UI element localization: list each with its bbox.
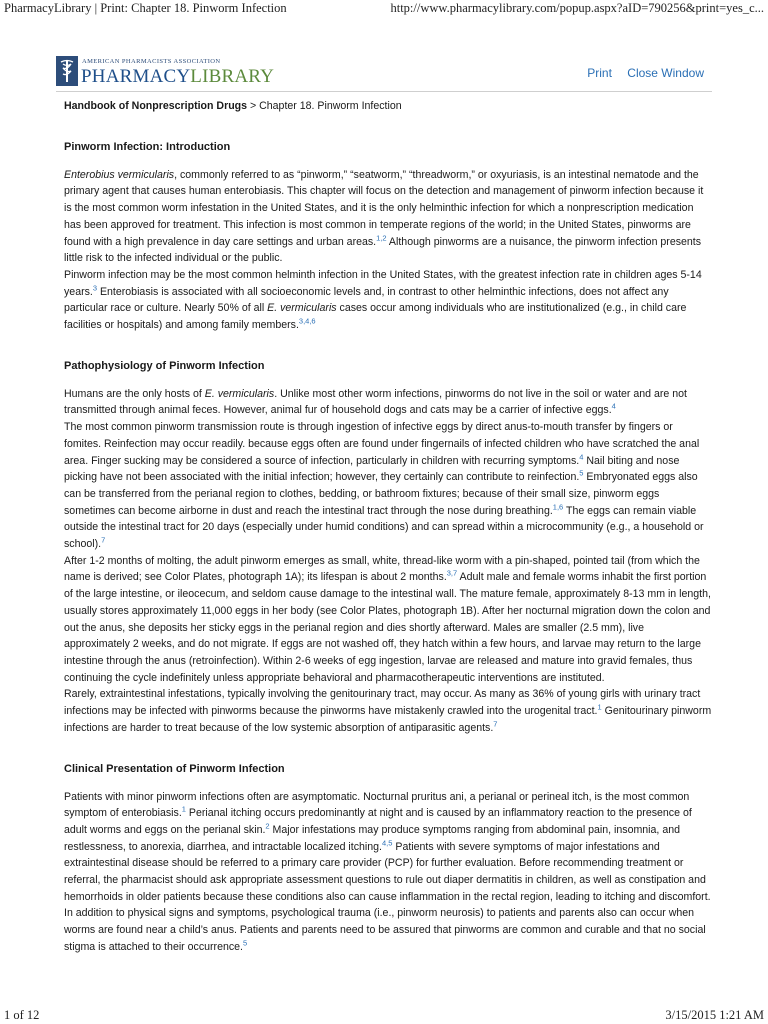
patho-paragraph-4: Rarely, extraintestinal infestations, typically involving the genitourinary tract, may occur. As many as 36% of young girls with urinary tract infections may be infected with pinworms because the pinworms have mistakenly crawled into the urogenital tract.$^1$ Genitourinary pinworm infections are harder to treat because of the low systemic absorption of antiparasitic agents.$^7$ (64, 688, 712, 734)
print-header-title: PharmacyLibrary | Print: Chapter 18. Pinworm Infection (4, 1, 287, 15)
reference-link[interactable]: 7 (493, 719, 498, 729)
patho-paragraph-3: After 1-2 months of molting, the adult pinworm emerges as small, white, thread-like worm with a pin-shaped, pointed tail (from which the name is derived; see Color Plates, photograph 1A); its lifespan is about 2 months.$^{3,7}$ Adult male and female worms inhabit the first portion of the large intestine, or ileocecum, and seldom cause damage to the intestinal wall. The mature female, approximately 8-13 mm in length, usually stores approximately 11,000 eggs in her body (see Color Plates, photograph 1B). After her nocturnal migration down the colon and out the anus, she deposits her sticky eggs in the perianal region and dies shortly afterward. Males are smaller (2.5 mm), live approximately 2 weeks, and do not migrate. If eggs are not washed off, they hatch within a few hours, and larvae may return to the large intestine through the anus (retroinfection). Within 2-6 weeks of egg ingestion, larvae are released and mature into gravid females, thus continuing the cycle indefinitely unless appropriate behavioral and pharmacotherapeutic interventions are instituted. (64, 554, 711, 684)
intro-paragraph-2: Pinworm infection may be the most common helminth infection in the United States, with the greatest infection rate in children ages 5-14 years.$^3$ Enterobiasis is associated with all socioeconomic levels and, in contrast to other helminthic infections, does not affect any particular race or culture. Nearly 50% of all E. vermicularis cases occur among individuals who are institutionalized (e.g., in child care facilities or hospitals) and among family members.$^{3,4,6}$ (64, 268, 702, 332)
reference-link[interactable]: 3,4,6 (298, 316, 316, 326)
intro-paragraph-1: Enterobius vermicularis, commonly referred to as “pinworm,” “seatworm,” “threadworm,” or oxyuriasis, is an intestinal nematode and the primary agent that causes human enterobiasis. This chapter will focus on the detection and management of pinworm infection because it is the most common worm infestation in the United States, and it is the only helminthic infection for which a nonprescription medication has been approved for treatment. This infection is most common in temperate regions of the world; in the United States, pinworms are found with a high prevalence in day care settings and urban areas.$^{1,2}$ Although pinworms are a nuisance, the pinworm infection presents little risk to the infected individual or the public. (64, 168, 704, 265)
section-heading-clinical: Clinical Presentation of Pinworm Infection (64, 762, 285, 775)
apha-caduceus-icon (56, 56, 78, 86)
reference-link[interactable]: 1,2 (376, 232, 387, 242)
header-divider (56, 91, 712, 92)
clinical-paragraph-2: In addition to physical signs and symptoms, psychological trauma (i.e., pinworm neurosis) to patients and parents also can occur when worms are found near a child’s anus. Patients and parents need to be assured that pinworms are common and curable and that no social stigma is attached to their occurrence.$^5$ (64, 907, 706, 953)
section-heading-pathophysiology: Pathophysiology of Pinworm Infection (64, 359, 265, 372)
reference-link[interactable]: 4 (579, 452, 584, 462)
reference-link[interactable]: 5 (243, 938, 248, 948)
breadcrumb-chapter: Chapter 18. Pinworm Infection (259, 100, 402, 112)
print-header (0, 0, 768, 18)
patho-paragraph-2: The most common pinworm transmission route is through ingestion of infective eggs by direct anus-to-mouth transfer by fingers or fomites. Reinfection may occur readily. because eggs often are found under fingernails of infected children who have scratched the anal area. Finger sucking may be considered a source of infection, particularly in children with recurring symptoms.$^4$ Nail biting and nose picking have not been associated with the initial infection; however, they certainly can contribute to reinfection.$^5$ Embryonated eggs also can be transferred from the perianal region to clothes, bedding, or bathroom fixtures; because of their small size, pinworm eggs sometimes can become airborne in dust and reach the intestinal tract through the nose during breathing.$^{1,6}$ The eggs can remain viable outside the intestinal tract for 20 days (especially under humid conditions) and can spread within a microcommunity (e.g., a household or school).$^7$ (64, 421, 704, 551)
logo-association: AMERICAN PHARMACISTS ASSOCIATION (82, 58, 221, 65)
logo-brand-pharmacy: PHARMACY (81, 66, 191, 87)
logo-brand (81, 66, 274, 88)
print-header-url: http://www.pharmacylibrary.com/popup.aspx?aID=790256&print=yes_c... (390, 1, 764, 15)
pharmacy-library-logo[interactable] (56, 56, 276, 90)
print-link[interactable]: Print (587, 66, 612, 80)
close-window-link[interactable]: Close Window (627, 66, 704, 80)
section-heading-intro: Pinworm Infection: Introduction (64, 140, 231, 153)
print-datetime: 3/15/2015 1:21 AM (665, 1008, 764, 1022)
reference-link[interactable]: 3,7 (446, 568, 458, 578)
print-footer (0, 1008, 768, 1024)
article-content (64, 98, 712, 956)
reference-link[interactable]: 1 (181, 804, 186, 814)
clinical-paragraph-1: Patients with minor pinworm infections often are asymptomatic. Nocturnal pruritus ani, a perianal or perineal itch, is the most common symptom of enterobiasis.$^1$ Perianal itching occurs predominantly at night and is caused by an inflammatory reaction to the presence of adult worms and eggs on the perianal skin.$^2$ Major infestations may produce symptoms ranging from abdominal pain, insomnia, and restlessness, to anorexia, diarrhea, and intractable localized itching.$^{4,5}$ Patients with severe symptoms of major infestations and extraintestinal disease should be referred to a primary care provider (PCP) for further evaluation. Before recommending treatment or referral, the pharmacist should ask appropriate assessment questions to rule out diaper dermatitis in children, as well as constipation and hemorrhoids in older patients because these conditions also can cause inflammation in the rectal region, leading to itching and discomfort. (64, 790, 711, 903)
italic-term: E. vermicularis (204, 387, 275, 400)
logo-brand-library: LIBRARY (190, 66, 275, 87)
reference-link[interactable]: 4,5 (382, 838, 393, 848)
reference-link[interactable]: 3 (92, 283, 98, 293)
reference-link[interactable]: 2 (265, 821, 270, 831)
breadcrumb (64, 98, 712, 115)
patho-paragraph-1: Humans are the only hosts of E. vermicularis. Unlike most other worm infections, pinworms do not live in the soil or water and are not transmitted through animal feces. However, animal fur of household dogs and cats may be a carrier of infective eggs.$^4$ (64, 387, 687, 417)
italic-term: Enterobius vermicularis (64, 168, 175, 181)
reference-link[interactable]: 1 (597, 702, 602, 712)
breadcrumb-separator: > (247, 100, 260, 112)
reference-link[interactable]: 1,6 (552, 502, 564, 512)
reference-link[interactable]: 5 (579, 468, 584, 478)
breadcrumb-book[interactable]: Handbook of Nonprescription Drugs (64, 100, 248, 112)
top-links (575, 66, 704, 80)
reference-link[interactable]: 4 (611, 401, 616, 411)
reference-link[interactable]: 7 (101, 535, 106, 545)
italic-term: E. vermicularis (267, 302, 337, 315)
page-counter: 1 of 12 (4, 1008, 40, 1022)
